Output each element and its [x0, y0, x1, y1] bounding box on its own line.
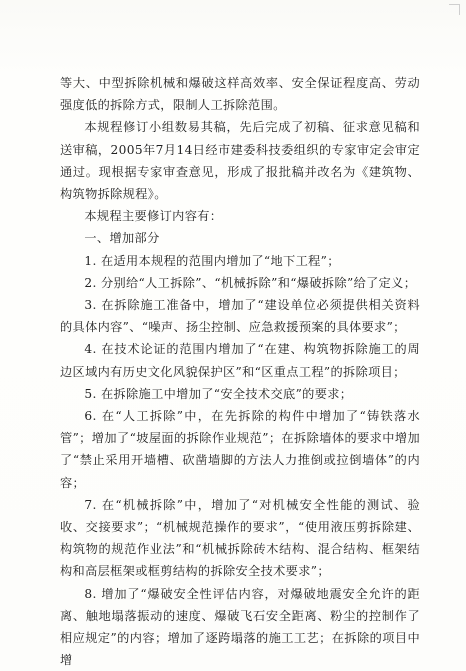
list-item-7: 7. 在“机械拆除”中，增加了“对机械安全性能的测试、验收、交接要求”；“机械规范操作的要求”，“使用液压剪拆除建、构筑物的规范作业法”和“机械拆除砖木结构、混合结构、框架结构和高层框架或框剪结构的拆除安全技术要求”；	[60, 497, 420, 579]
list-item-6: 6. 在“人工拆除”中，在先拆除的构件中增加了“铸铁落水管”；增加了“坡屋面的拆除作业规范”；在拆除墙体的要求中增加了“禁止采用开墙槽、砍凿墙脚的方法人力推倒或拉倒墙体”的内容；	[60, 409, 420, 490]
section-heading-additions: 一、增加部分	[84, 231, 160, 246]
paragraph-revision-history: 本规程修订小组数易其稿，先后完成了初稿、征求意见稿和送审稿，2005年7月14日经市建委科技委组织的专家审定会审定通过。现根据专家审查意见，形成了报批稿并改名为《建筑物、构筑物拆除规程》。	[60, 120, 420, 202]
page-corner-mark	[449, 4, 460, 15]
list-item-8: 8. 增加了“爆破安全性评估内容，对爆破地震安全允许的距离、触地塌落振动的速度、爆破飞石安全距离、粉尘的控制作了相应规定”的内容；增加了逐跨塌落的施工工艺；在拆除的项目中增	[60, 586, 420, 668]
document-body	[60, 72, 420, 671]
paragraph-main-revisions-heading: 本规程主要修订内容有：	[84, 209, 223, 224]
paragraph-intro-continuation: 等大、中型拆除机械和爆破这样高效率、安全保证程度高、劳动强度低的拆除方式，限制人工拆除范围。	[60, 76, 420, 113]
list-item-3: 3. 在拆除施工准备中，增加了“建设单位必须提供相关资料的具体内容”、“噪声、扬尘控制、应急救援预案的具体要求”；	[60, 298, 420, 335]
list-item-2: 2. 分别给“人工拆除”、“机械拆除”和“爆破拆除”给了定义；	[84, 275, 417, 290]
list-item-4: 4. 在技术论证的范围内增加了“在建、构筑物拆除施工的周边区域内有历史文化风貌保护区”和“区重点工程”的拆除项目；	[60, 342, 420, 379]
list-item-1: 1. 在适用本规程的范围内增加了“地下工程”；	[84, 253, 340, 268]
list-item-5: 5. 在拆除施工中增加了“安全技术交底”的要求；	[84, 386, 353, 401]
